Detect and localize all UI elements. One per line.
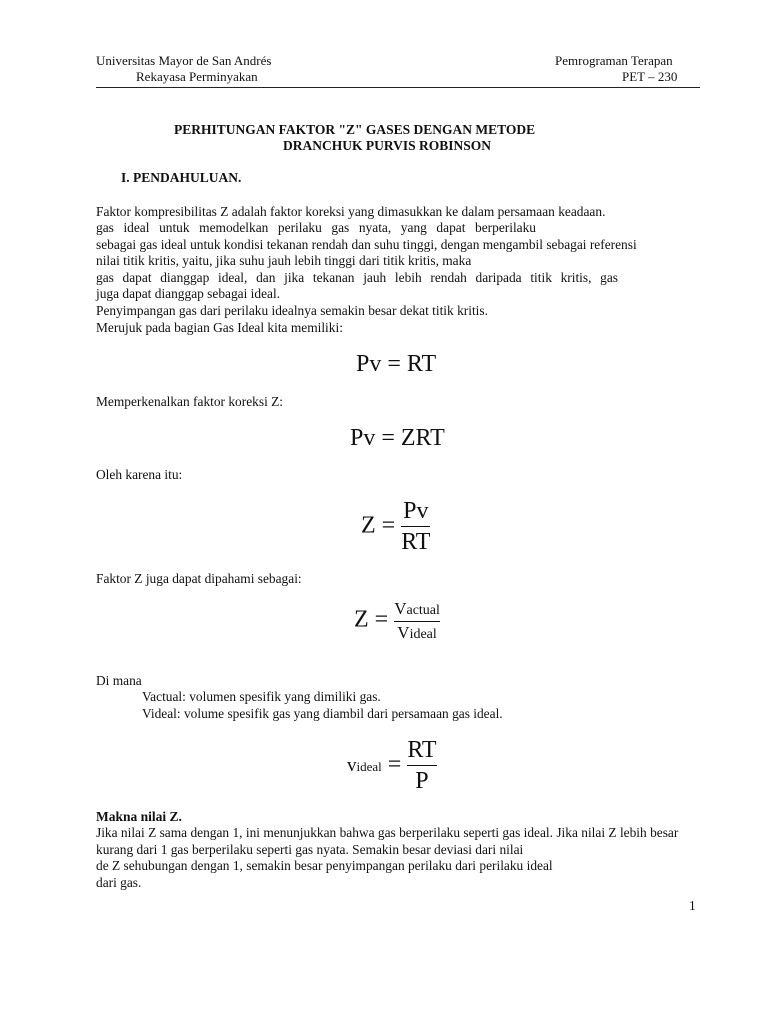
intro-line: sebagai gas ideal untuk kondisi tekanan rendah dan suhu tinggi, dengan mengambil sebagai referensi: [96, 237, 637, 252]
intro-line: Penyimpangan gas dari perilaku idealnya semakin besar dekat titik kritis.: [96, 303, 488, 318]
intro-line: nilai titik kritis, yaitu, jika suhu jauh lebih tinggi dari titik kritis, maka: [96, 253, 472, 268]
section-heading: I. PENDAHULUAN.: [121, 170, 242, 185]
eq3-numerator: Pv: [403, 498, 429, 524]
meaning-line: dari gas.: [96, 875, 142, 890]
eq4-lhs: Z =: [354, 606, 389, 633]
eq3-lhs: Z =: [361, 512, 396, 539]
eq4-numerator: [394, 600, 440, 619]
text-therefore: Oleh karena itu:: [96, 467, 183, 482]
eq5-lhs-symbol: v: [347, 755, 357, 777]
eq4-num-symbol: V: [394, 599, 407, 618]
eq5-equals: =: [387, 751, 402, 778]
intro-line: Faktor kompresibilitas Z adalah faktor koreksi yang dimasukkan ke dalam persamaan keadaan.: [96, 204, 606, 219]
eq5-fraction: [407, 737, 436, 795]
meaning-heading: Makna nilai Z.: [96, 809, 182, 824]
equation-real-gas: Pv = ZRT: [350, 425, 445, 451]
eq5-denominator: P: [415, 768, 429, 795]
eq5-numerator: RT: [407, 737, 437, 763]
text-z-alternative: Faktor Z juga dapat dipahami sebagai:: [96, 571, 302, 586]
eq4-den-subscript: ideal: [409, 626, 437, 642]
eq5-lhs: [347, 751, 382, 777]
eq4-num-subscript: actual: [406, 603, 440, 618]
header-course: Pemrograman Terapan: [555, 53, 673, 68]
header-rule: [96, 87, 700, 88]
eq3-fraction: [401, 498, 430, 556]
intro-line: gas dapat dianggap ideal, dan jika tekanan jauh lebih rendah daripada titik kritis, gas: [96, 270, 618, 285]
eq5-fraction-bar: [407, 765, 436, 766]
intro-line: Merujuk pada bagian Gas Ideal kita memiliki:: [96, 320, 343, 335]
intro-line: juga dapat dianggap sebagai ideal.: [96, 286, 281, 301]
text-correction-intro: Memperkenalkan faktor koreksi Z:: [96, 394, 284, 409]
title-line-1: PERHITUNGAN FAKTOR "Z" GASES DENGAN METODE: [174, 122, 536, 137]
equation-ideal-gas: Pv = RT: [356, 351, 437, 377]
eq3-fraction-bar: [401, 526, 430, 527]
eq5-lhs-subscript: ideal: [356, 759, 382, 775]
where-vactual: Vactual: volumen spesifik yang dimiliki gas.: [142, 689, 381, 704]
intro-line: gas ideal untuk memodelkan perilaku gas nyata, yang dapat berperilaku: [96, 220, 536, 235]
page-number: 1: [689, 898, 696, 913]
eq3-denominator: RT: [401, 529, 431, 556]
where-label: Di mana: [96, 673, 142, 688]
eq4-den-symbol: V: [397, 622, 410, 642]
equation-z-volume-ratio: [354, 600, 440, 642]
eq4-denominator: [397, 624, 437, 643]
equation-z-definition: [361, 498, 430, 556]
meaning-line: de Z sehubungan dengan 1, semakin besar penyimpangan perilaku dari perilaku ideal: [96, 858, 553, 873]
header-code: PET – 230: [622, 69, 678, 84]
meaning-line: kurang dari 1 gas berperilaku seperti gas nyata. Semakin besar deviasi dari nilai: [96, 842, 524, 857]
header-university: Universitas Mayor de San Andrés: [96, 53, 272, 68]
header-department: Rekayasa Perminyakan: [136, 69, 258, 84]
meaning-line: Jika nilai Z sama dengan 1, ini menunjukkan bahwa gas berperilaku seperti gas ideal. Jika nilai Z lebih besar: [96, 825, 679, 840]
where-videal: Videal: volume spesifik gas yang diambil dari persamaan gas ideal.: [142, 706, 503, 721]
equation-videal: [347, 737, 437, 795]
title-line-2: DRANCHUK PURVIS ROBINSON: [283, 138, 492, 153]
eq4-fraction: [394, 600, 440, 642]
eq4-fraction-bar: [394, 621, 440, 622]
